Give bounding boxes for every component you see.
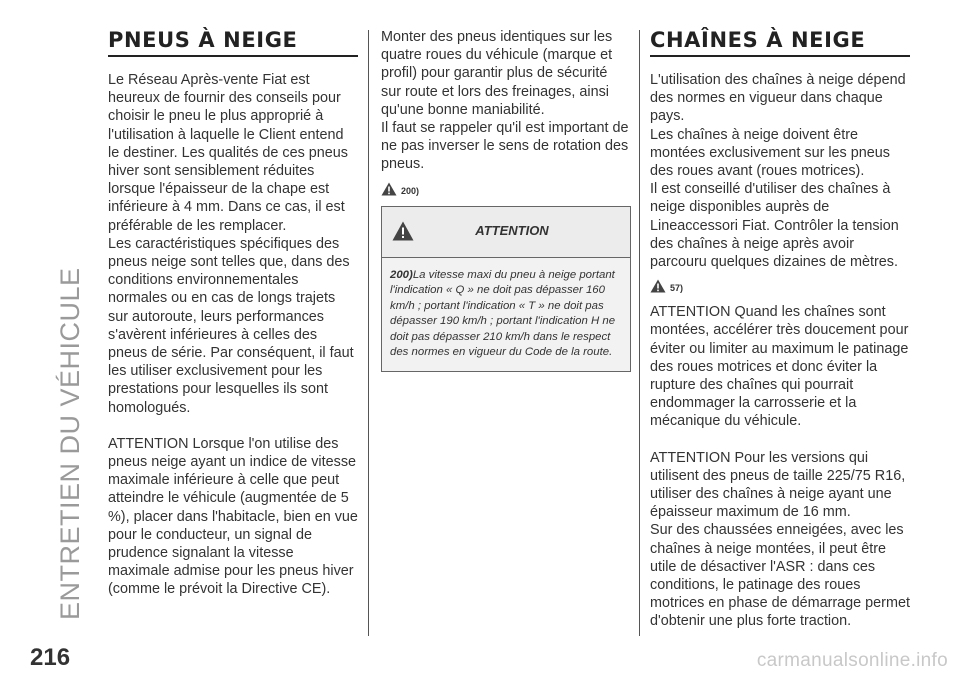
paragraph: ATTENTION Quand les chaînes sont montées, accélérer très doucement pour éviter ou limiter au maximum le patinage des roues motrices et donc éviter la rupture des chaînes qui pourrait endommager la carrosserie et la mécanique du véhicule. — [650, 304, 909, 430]
column-snow-tyres — [108, 28, 358, 599]
paragraph: L'utilisation des chaînes à neige dépend des normes en vigueur dans chaque pays. — [650, 72, 906, 125]
attention-label: ATTENTION — [475, 222, 549, 238]
attention-ref: 200) — [390, 268, 413, 281]
warning-triangle-icon — [381, 182, 397, 196]
paragraph: Sur des chaussées enneigées, avec les chaînes à neige montées, il peut être utile de désactiver l'ASR : dans ces conditions, le patinage des roues motrices en phase de démarrage permet d'obtenir une plus forte traction. — [650, 522, 910, 630]
paragraph: ATTENTION Pour les versions qui utilisent des pneus de taille 225/75 R16, utiliser des chaînes à neige ayant une épaisseur maximum de 16 mm. — [650, 449, 906, 521]
page-number: 216 — [30, 644, 71, 671]
section-side-title — [56, 30, 86, 620]
attention-header — [382, 207, 630, 258]
paragraph: Les caractéristiques spécifiques des pneus neige sont telles que, dans des conditions environnementales normales ou en cas de longs trajets sur autoroute, leurs performances s'avèrent inférieures à celles des pneus de série. Par conséquent, il faut les utiliser exclusivement pour les prestations pour lesquelles ils sont homologués. — [108, 235, 354, 416]
paragraph: Il faut se rappeler qu'il est important de ne pas inverser le sens de rotation des pneus. — [381, 120, 629, 173]
paragraph: ATTENTION Lorsque l'on utilise des pneus neige ayant un indice de vitesse maximale inférieure à celle que peut atteindre le véhicule (augmentée de 5 %), placer dans l'habitacle, bien en vue pour le conducteur, un signal de prudence signalant la vitesse maximale admise pour les pneus hiver (comme le prévoit la Directive CE). — [108, 435, 358, 598]
attention-text — [382, 258, 630, 371]
column-divider-2 — [639, 30, 640, 636]
section-side-title-text: ENTRETIEN DU VÉHICULE — [55, 267, 85, 620]
column-snow-chains — [650, 28, 910, 631]
warning-reference — [650, 279, 910, 293]
column-divider-1 — [368, 30, 369, 636]
paragraph: Monter des pneus identiques sur les quatre roues du véhicule (marque et profil) pour garantir plus de sécurité sur route et lors des freinages, ainsi qu'une bonne maniabilité. — [381, 29, 613, 118]
paragraph: Les chaînes à neige doivent être montées exclusivement sur les pneus des roues avant (roues motrices). — [650, 126, 890, 180]
watermark: carmanualsonline.info — [756, 650, 948, 671]
warning-reference-number: 57) — [670, 283, 684, 294]
warning-reference — [381, 182, 631, 196]
warning-reference-number: 200) — [401, 185, 420, 196]
paragraph: Le Réseau Après-vente Fiat est heureux de fournir des conseils pour choisir le pneu le plus approprié à l'utilisation à laquelle le Client entend le destiner. Les qualités de ces pneus hiver sont sensiblement réduites lorsque l'épaisseur de la chape est inférieure à 4 mm. Dans ce cas, il est préférable de les remplacer. — [108, 72, 349, 234]
heading-snow-tyres: PNEUS À NEIGE — [108, 28, 358, 57]
warning-triangle-icon — [650, 279, 666, 293]
heading-snow-chains: CHAÎNES À NEIGE — [650, 28, 910, 57]
paragraph: Il est conseillé d'utiliser des chaînes à neige disponibles auprès de Lineaccessori Fiat. Contrôler la tension des chaînes à neige après avoir parcouru quelques dizaines de mètres. — [650, 181, 899, 271]
attention-content: La vitesse maxi du pneu à neige portant l'indication « Q » ne doit pas dépasser 160 km/h ; portant l'indication « T » ne doit pas dépasser 190 km/h ; portant l'indication H ne doit pas dépasser 210 km/h dans le respect des normes en vigueur du Code de la route. — [390, 268, 616, 359]
attention-box — [381, 206, 631, 372]
column-snow-tyres-cont — [381, 28, 631, 372]
